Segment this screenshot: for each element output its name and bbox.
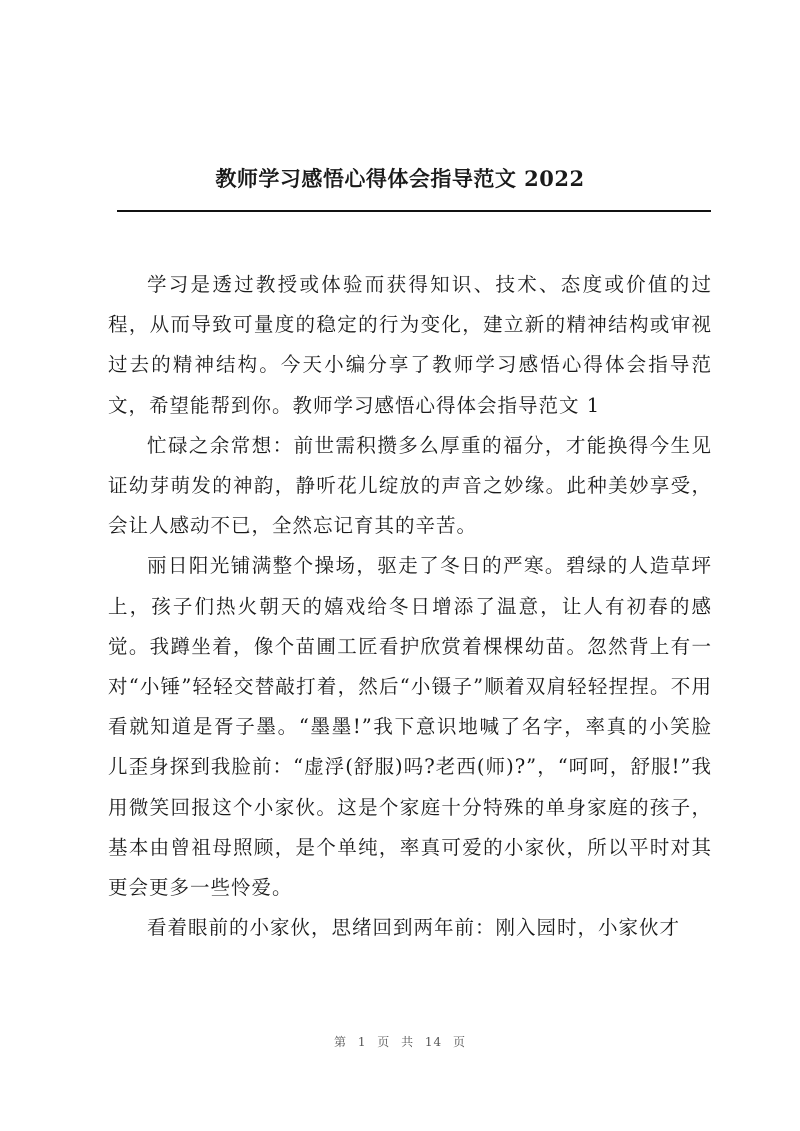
paragraph-reflection: 忙碌之余常想：前世需积攒多么厚重的福分，才能换得今生见证幼芽萌发的神韵，静听花儿绽放的声音之妙缘。此种美妙享受，会让人感动不已，全然忘记育其的辛苦。 [108,433,712,538]
document-body [108,265,712,948]
document-title: 教师学习感悟心得体会指导范文 2022 [215,166,585,191]
paragraph-playground: 丽日阳光铺满整个操场，驱走了冬日的严寒。碧绿的人造草坪上，孩子们热火朝天的嬉戏给冬日增添了温意，让人有初春的感觉。我蹲坐着，像个苗圃工匠看护欣赏着棵棵幼苗。忽然背上有一对“小锤”轻轻交替敲打着，然后“小镊子”顺着双肩轻轻捏捏。不用看就知道是胥子墨。“墨墨!”我下意识地喊了名字，率真的小笑脸儿歪身探到我脸前：“虚浮(舒服)吗?老西(师)?”，“呵呵，舒服!”我用微笑回报这个小家伙。这是个家庭十分特殊的单身家庭的孩子，基本由曾祖母照顾，是个单纯，率真可爱的小家伙，所以平时对其更会更多一些怜爱。 [108,554,712,900]
page-footer: 第 1 页 共 14 页 [334,1035,466,1049]
title-divider [117,210,711,212]
paragraph-intro: 学习是透过教授或体验而获得知识、技术、态度或价值的过程，从而导致可量度的稳定的行为变化，建立新的精神结构或审视过去的精神结构。今天小编分享了教师学习感悟心得体会指导范文，希望能帮到你。教师学习感悟心得体会指导范文 1 [108,273,712,417]
paragraph-memory: 看着眼前的小家伙，思绪回到两年前：刚入园时，小家伙才 [147,916,681,940]
